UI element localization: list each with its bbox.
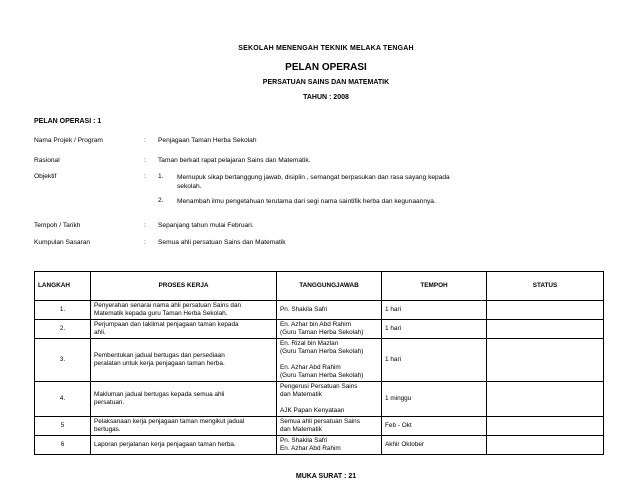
cell-line: dan Matematik: [280, 391, 322, 398]
cell-line: persatuan.: [94, 399, 125, 406]
detail-label: Nama Projek / Program: [34, 137, 103, 144]
table-row: [35, 320, 604, 339]
plan-number: PELAN OPERASI : 1: [34, 118, 102, 125]
objective-number: 1.: [158, 173, 164, 180]
step-cell: 5: [35, 417, 91, 436]
period-cell: Akhir Oktober: [382, 436, 487, 455]
detail-colon: :: [144, 239, 146, 246]
header-step: LANGKAH: [35, 272, 91, 301]
cell-line: Penyerahan senarai nama ahli persatuan Sains dan: [94, 302, 242, 309]
cell-line: Pengerusi Persatuan Sains: [280, 383, 358, 390]
header-responsible: TANGGUNGJAWAB: [277, 272, 382, 301]
process-cell: [91, 436, 277, 455]
step-cell: 2.: [35, 320, 91, 339]
period-cell: 1 hari: [382, 320, 487, 339]
cell-line: dan Matematik: [280, 426, 322, 433]
cell-line: (Guru Taman Herba Sekolah): [280, 372, 364, 379]
objective-number: 2.: [158, 197, 164, 204]
year-label: TAHUN : 2008: [303, 94, 349, 101]
cell-line: Pelaksanaan kerja penjagaan taman mengikut jadual: [94, 418, 245, 425]
process-cell: [91, 417, 277, 436]
detail-colon: :: [144, 157, 146, 164]
responsible-cell: [277, 417, 382, 436]
responsible-cell: [277, 436, 382, 455]
responsible-cell: [277, 382, 382, 417]
cell-line: En. Azhar bin Abd Rahim: [280, 321, 352, 328]
detail-label: Kumpulan Sasaran: [34, 239, 91, 246]
cell-line: ahli.: [94, 329, 106, 336]
header-process: PROSES KERJA: [91, 272, 277, 301]
detail-label: Rasional: [34, 157, 60, 164]
school-name: SEKOLAH MENENGAH TEKNIK MELAKA TENGAH: [238, 45, 414, 52]
status-cell: [487, 339, 604, 382]
period-cell: 1 hari: [382, 301, 487, 320]
step-cell: 3.: [35, 339, 91, 382]
detail-value: Penjagaan Taman Herba Sekolah: [158, 137, 257, 144]
cell-line: En. Azhar Abd Rahim: [280, 364, 341, 371]
cell-line: [280, 356, 378, 364]
responsible-cell: [277, 320, 382, 339]
step-cell: 6: [35, 436, 91, 455]
header-status: STATUS: [487, 272, 604, 301]
table-header-row: [35, 272, 604, 301]
table-row: [35, 301, 604, 320]
detail-value: Semua ahli persatuan Sains dan Matematik: [158, 239, 286, 246]
cell-line: En. Azhar Abd Rahim: [280, 445, 341, 452]
cell-line: Semua ahli persatuan Sains: [280, 418, 360, 425]
detail-label: Tempoh / Tarikh: [34, 222, 81, 229]
cell-line: Pn. Shakila Safri: [280, 437, 328, 444]
cell-line: Matematik kepada guru Taman Herba Sekolah.: [94, 310, 228, 317]
cell-line: Perjumpaan dan taklimat penjagaan taman kepada: [94, 321, 239, 328]
status-cell: [487, 301, 604, 320]
cell-line: AJK Papan Kenyataan: [280, 407, 345, 414]
cell-line: Pn. Shakila Safri: [280, 306, 328, 313]
table-row: [35, 382, 604, 417]
detail-colon: :: [144, 222, 146, 229]
period-cell: 1 hari: [382, 339, 487, 382]
step-cell: 1.: [35, 301, 91, 320]
document-title: PELAN OPERASI: [285, 62, 367, 73]
cell-line: [280, 399, 378, 407]
process-cell: [91, 320, 277, 339]
process-cell: [91, 382, 277, 417]
status-cell: [487, 382, 604, 417]
cell-line: Pembentukan jadual bertugas dan persediaan: [94, 352, 225, 359]
step-cell: 4.: [35, 382, 91, 417]
objective-text: Memupuk sikap bertanggung jawab, disiplin , semangat berpasukan dan rasa sayang kepada sekolah.: [177, 174, 450, 190]
detail-value: Sepanjang tahun mulai Februari.: [158, 222, 254, 229]
status-cell: [487, 320, 604, 339]
process-cell: [91, 339, 277, 382]
cell-line: peralatan untuk kerja penjagaan taman herba.: [94, 360, 225, 367]
cell-line: Makluman jadual bertugas kepada semua ahli: [94, 391, 225, 398]
detail-value: Taman berkait rapat pelajaran Sains dan Matematik.: [158, 157, 311, 164]
responsible-cell: [277, 301, 382, 320]
cell-line: (Guru Taman Herba Sekolah): [280, 329, 364, 336]
table-row: [35, 417, 604, 436]
period-cell: 1 minggu: [382, 382, 487, 417]
detail-label: Objektif: [34, 173, 57, 180]
cell-line: (Guru Taman Herba Sekolah): [280, 348, 364, 355]
header-period: TEMPOH: [382, 272, 487, 301]
detail-colon: :: [144, 173, 146, 180]
organization-name: PERSATUAN SAINS DAN MATEMATIK: [262, 79, 390, 86]
process-cell: [91, 301, 277, 320]
page-number: MUKA SURAT : 21: [295, 473, 357, 480]
work-process-table: [34, 271, 604, 455]
cell-line: bertugas.: [94, 426, 121, 433]
objective-text: Menambah ilmu pengetahuan terutama dari segi nama saintifik herba dan kegunaannya.: [177, 198, 436, 205]
cell-line: Laporan perjalanan kerja penjagaan taman herba.: [94, 441, 236, 448]
status-cell: [487, 417, 604, 436]
detail-colon: :: [144, 137, 146, 144]
responsible-cell: [277, 339, 382, 382]
period-cell: Feb - Okt: [382, 417, 487, 436]
table-row: [35, 436, 604, 455]
status-cell: [487, 436, 604, 455]
cell-line: En. Rizal bin Mazlan: [280, 340, 339, 347]
table-row: [35, 339, 604, 382]
